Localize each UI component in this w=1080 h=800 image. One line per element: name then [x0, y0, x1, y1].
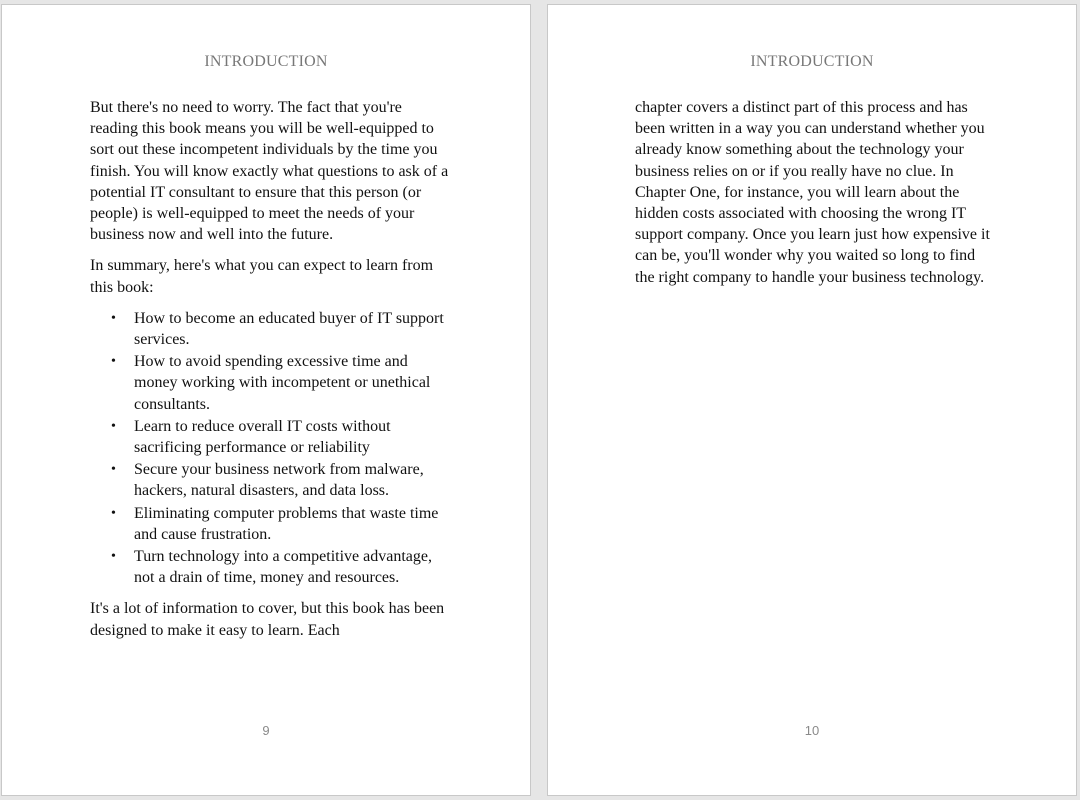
list-item-text: How to avoid spending excessive time and money working with incompetent or unethical consultants.	[134, 353, 431, 413]
bullet-list	[90, 308, 450, 589]
paragraph: chapter covers a distinct part of this process and has been written in a way you can understand whether you already know something about the technology your business relies on or if you really have no clue. In Chapter One, for instance, you will learn about the hidden costs associated with choosing the wrong IT support company. Once you learn just how expensive it can be, you'll wonder why you waited so long to find the right company to handle your business technology.	[635, 99, 990, 286]
list-item	[111, 546, 450, 588]
running-header: INTRODUCTION	[204, 53, 328, 70]
bullet-icon: •	[111, 354, 116, 370]
list-item-text: Learn to reduce overall IT costs without sacrificing performance or reliability	[134, 417, 391, 457]
running-header: INTRODUCTION	[750, 53, 874, 70]
list-item	[111, 308, 450, 350]
bullet-icon: •	[111, 310, 116, 326]
list-item-text: How to become an educated buyer of IT support services.	[134, 309, 444, 349]
list-item	[111, 351, 450, 415]
page-body	[90, 97, 450, 651]
paragraph: But there's no need to worry. The fact that you're reading this book means you will be well-equipped to sort out these incompetent individuals by the time you finish. You will know exactly what questions to ask of a potential IT consultant to ensure that this person (or people) is well-equipped to meet the needs of your business now and well into the future.	[90, 99, 449, 244]
page-9	[1, 4, 531, 796]
bullet-icon: •	[111, 462, 116, 478]
list-item	[111, 416, 450, 458]
bullet-icon: •	[111, 549, 116, 565]
list-item	[111, 503, 450, 545]
paragraph: It's a lot of information to cover, but this book has been designed to make it easy to learn. Each	[90, 600, 445, 639]
page-number: 9	[262, 723, 270, 738]
page-10	[547, 4, 1077, 796]
list-item-text: Turn technology into a competitive advantage, not a drain of time, money and resources.	[134, 548, 433, 587]
list-item-text: Eliminating computer problems that waste time and cause frustration.	[134, 504, 439, 543]
list-item	[111, 459, 450, 501]
bullet-icon: •	[111, 505, 116, 521]
page-number: 10	[804, 723, 820, 738]
paragraph: In summary, here's what you can expect to learn from this book:	[90, 257, 434, 296]
list-item-text: Secure your business network from malware, hackers, natural disasters, and data loss.	[134, 461, 424, 500]
page-body	[635, 97, 995, 298]
bullet-icon: •	[111, 418, 116, 434]
